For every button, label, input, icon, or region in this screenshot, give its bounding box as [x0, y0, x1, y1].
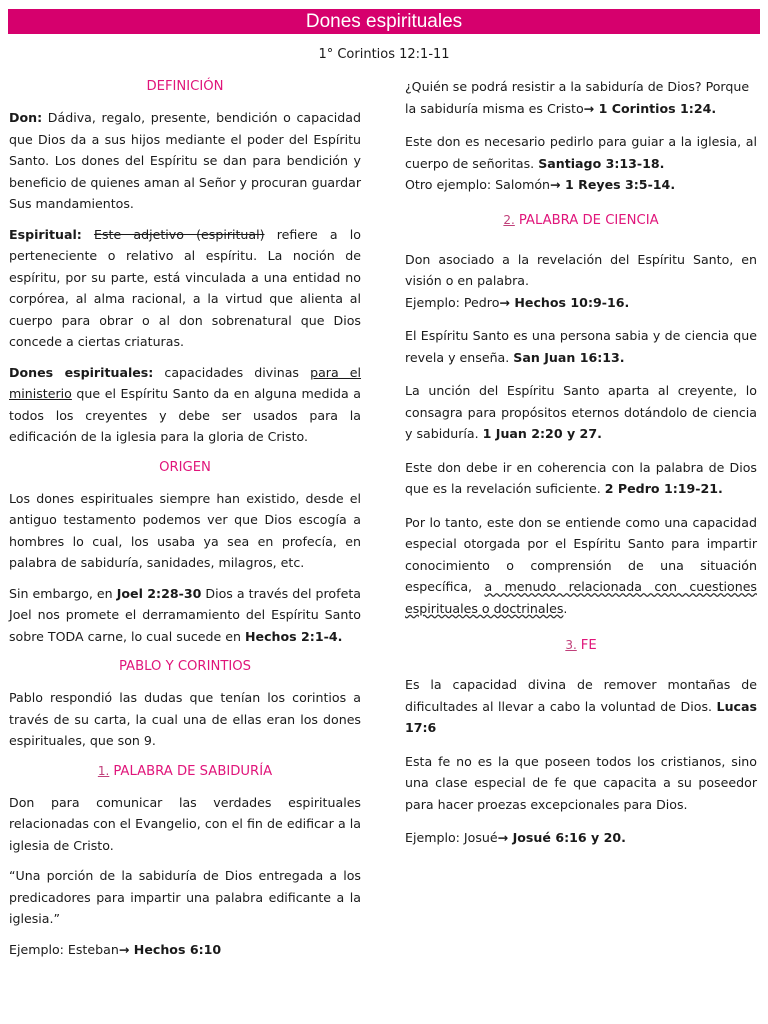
- underlined-text: para el ministerio: [9, 364, 362, 401]
- left-column: [9, 76, 361, 969]
- heading-fe: 3. FE: [565, 638, 597, 653]
- paragraph-fe-2: Esta fe no es la que poseen todos los cristianos, sino una clase especial de fe que capacita a su poseedor para hacer proezas excepcionales para Dios.: [405, 753, 757, 812]
- paragraph-ciencia-3: La unción del Espíritu Santo aparta al creyente, lo consagra para propósitos eternos dotándolo de ciencia y sabiduría. 1 Juan 2:20 y 27.: [405, 383, 757, 441]
- underlined-text: a menudo relacionada con cuestiones espirituales o doctrinales: [405, 579, 757, 616]
- paragraph-pablo: Pablo respondió las dudas que tenían los corintios a través de su carta, la cual una de ellas eran los dones espirituales, que son 9.: [9, 690, 361, 748]
- arrow-icon: →: [497, 830, 509, 845]
- paragraph-origen-1: Los dones espirituales siempre han existido, desde el antiguo testamento podemos ver que Dios escogía a hombres lo cual, los usaba ya sea en profecía, en palabra de sabiduría, sanidades, milagros, etc.: [9, 490, 361, 570]
- heading-ciencia: 2. PALABRA DE CIENCIA: [503, 212, 659, 228]
- arrow-icon: →: [118, 941, 130, 957]
- paragraph-dones: Dones espirituales: capacidades divinas para el ministerio que el Espíritu Santo da en alguna medida a todos los creyentes y debe ser usados para la edificación de la iglesia para la gloria de Cristo.: [9, 364, 362, 444]
- heading-definicion: DEFINICIÓN: [146, 79, 224, 94]
- page-title: Dones espirituales: [8, 9, 760, 34]
- paragraph-pedirlo: Este don es necesario pedirlo para guiar a la iglesia, al cuerpo de señoritas. Santiago 3:13-18. Otro ejemplo: Salomón→ 1 Reyes 3:5-14.: [405, 134, 757, 192]
- paragraph-ciencia-2: El Espíritu Santo es una persona sabia y de ciencia que revela y enseña. San Juan 16:13.: [405, 328, 757, 365]
- paragraph-sabiduria-3: Ejemplo: Esteban→ Hechos 6:10: [9, 941, 222, 957]
- paragraph-ciencia-4: Este don debe ir en coherencia con la palabra de Dios que es la revelación suficiente. 2 Pedro 1:19-21.: [405, 459, 757, 496]
- term-don: Don:: [9, 110, 43, 125]
- paragraph-resistir: ¿Quién se podrá resistir a la sabiduría de Dios? Porque la sabiduría misma es Cristo→ 1 Corintios 1:24.: [405, 79, 750, 116]
- paragraph-sabiduria-1: Don para comunicar las verdades espirituales relacionadas con el Evangelio, con el fin de edificar a la iglesia de Cristo.: [9, 794, 361, 853]
- heading-pablo: PABLO Y CORINTIOS: [118, 659, 252, 674]
- right-column: [405, 76, 757, 858]
- paragraph-origen-2: Sin embargo, en Joel 2:28-30 Dios a través del profeta Joel nos promete el derramamiento del Espíritu Santo sobre TODA carne, lo cual sucede en Hechos 2:1-4.: [9, 585, 361, 644]
- term-dones: Dones espirituales:: [9, 364, 154, 380]
- heading-origen: ORIGEN: [159, 459, 211, 475]
- arrow-icon: →: [550, 177, 561, 192]
- paragraph-ciencia-5: Por lo tanto, este don se entiende como una capacidad especial otorgada por el Espíritu Santo para impartir conocimiento o comprensión de una situación específica, a menudo relacionada con cuestiones espirituales o doctrinales.: [405, 514, 757, 616]
- paragraph-fe-3: Ejemplo: Josué→ Josué 6:16 y 20.: [405, 830, 626, 845]
- paragraph-don: Don: Dádiva, regalo, presente, bendición o capacidad que Dios da a sus hijos mediante el poder del Espíritu Santo. Los dones del Espíritu se dan para bendición y beneficio de quienes aman al Señor y procuran guardar Sus mandamientos.: [9, 110, 361, 211]
- arrow-icon: →: [499, 294, 510, 310]
- arrow-icon: →: [583, 100, 595, 116]
- struck-text: Este adjetivo (espiritual): [93, 226, 265, 242]
- term-espiritual: Espiritual:: [9, 226, 82, 242]
- paragraph-sabiduria-2: “Una porción de la sabiduría de Dios entregada a los predicadores para impartir una palabra edificante a la iglesia.”: [9, 868, 361, 926]
- heading-sabiduria: 1. PALABRA DE SABIDURÍA: [97, 763, 273, 779]
- scripture-reference: 1° Corintios 12:1-11: [318, 47, 450, 62]
- paragraph-fe-1: Es la capacidad divina de remover montañas de dificultades al llevar a cabo la voluntad de Dios. Lucas 17:6: [405, 677, 757, 735]
- paragraph-espiritual: Espiritual: Este adjetivo (espiritual) refiere a lo perteneciente o relativo al espíritu. La noción de espíritu, por su parte, está vinculada a una entidad no corpórea, al alma racional, a la virtud que alienta al cuerpo para obrar o al don sobrenatural que Dios concede a ciertas criaturas.: [9, 226, 361, 349]
- paragraph-ciencia-1: Don asociado a la revelación del Espíritu Santo, en visión o en palabra. Ejemplo: Pedro→ Hechos 10:9-16.: [405, 251, 757, 310]
